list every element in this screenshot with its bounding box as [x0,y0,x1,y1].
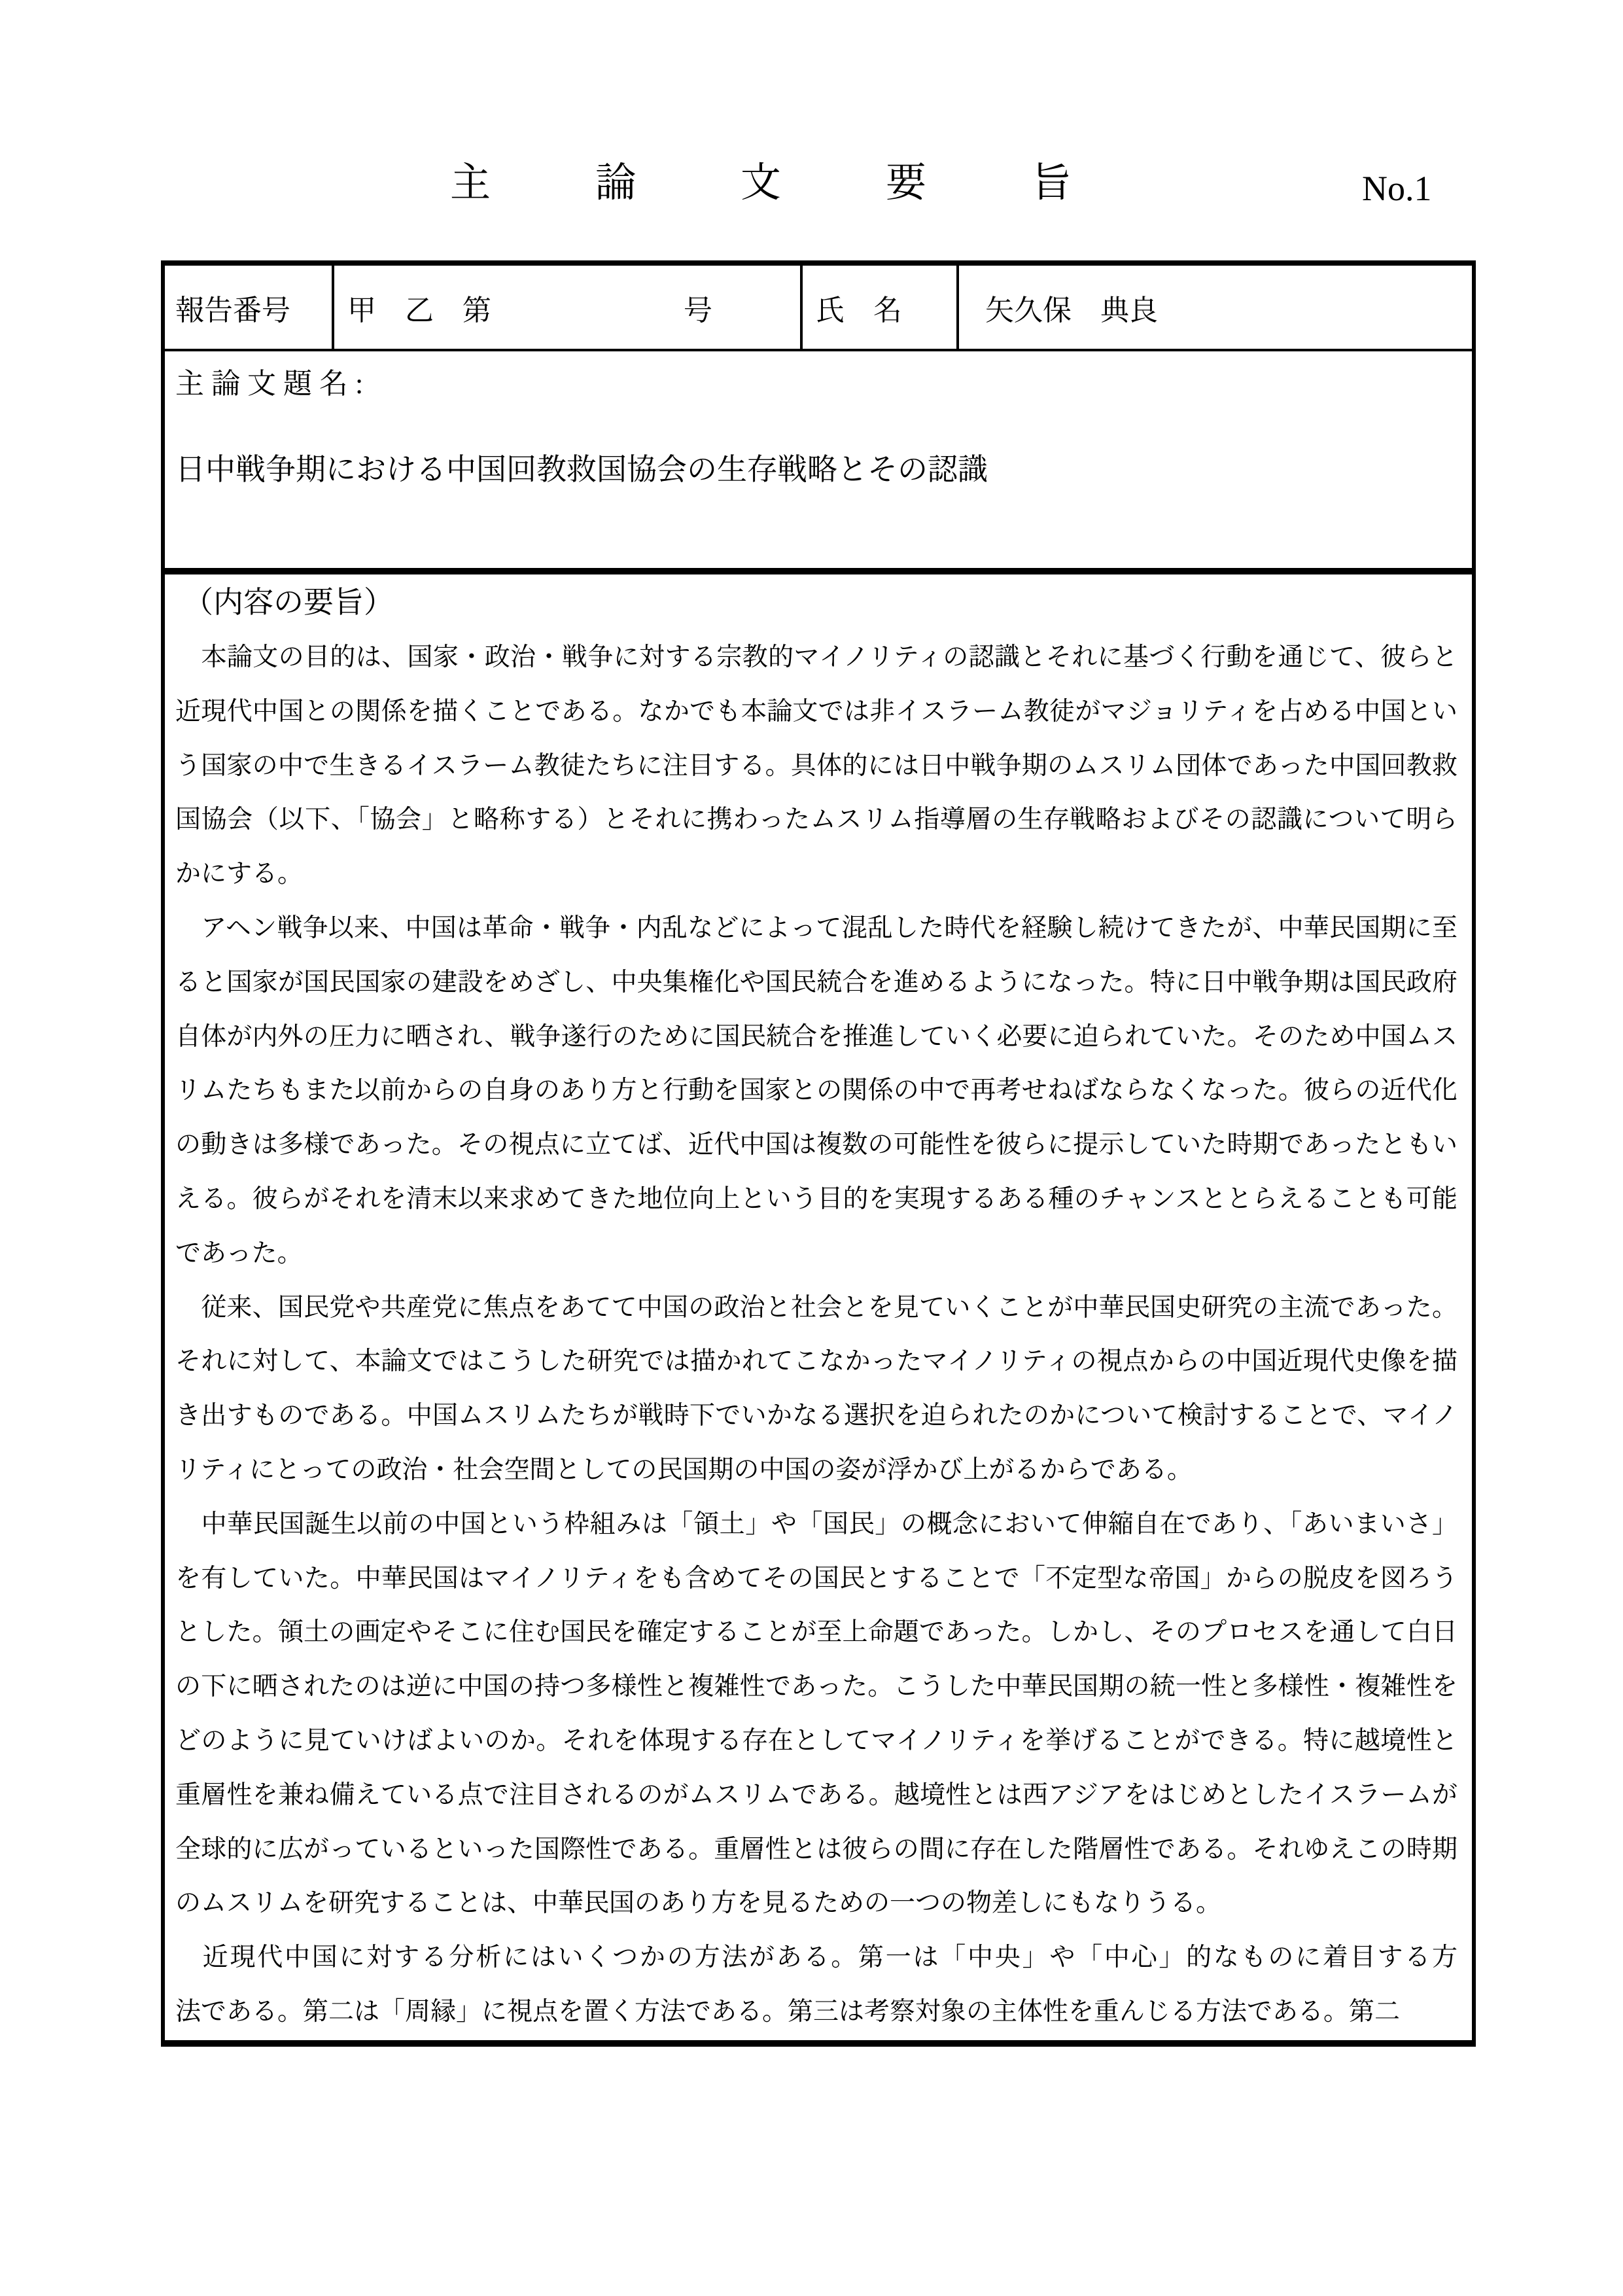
abstract-line: 自体が内外の圧力に晒され、戦争遂行のために国民統合を推進していく必要に迫られていた。そのため中国ムス [175,1022,1457,1051]
page-number: No.1 [1362,169,1432,208]
abstract-line: を有していた。中華民国はマイノリティをも含めてその国民とすることで「不定型な帝国」からの脱皮を図ろう [175,1564,1457,1593]
abstract-line: の下に晒されたのは逆に中国の持つ多様性と複雑性であった。こうした中華民国期の統一性と多様性・複雑性を [175,1672,1457,1701]
abstract-section [165,574,1472,2040]
abstract-line: 従来、国民党や共産党に焦点をあてて中国の政治と社会とを見ていくことが中華民国史研究の主流であった。 [175,1293,1457,1322]
abstract-line: 重層性を兼ね備えている点で注目されるのがムスリムである。越境性とは西アジアをはじめとしたイスラームが [175,1780,1457,1809]
report-number-label: 報告番号 [165,266,334,349]
abstract-body [175,631,1457,2040]
abstract-line: き出すものである。中国ムスリムたちが戦時下でいかなる選択を迫られたのかについて検討することで、マイノ [175,1402,1457,1430]
abstract-line: 全球的に広がっているといった国際性である。重層性とは彼らの間に存在した階層性である。それゆえこの時期 [175,1835,1457,1863]
abstract-line: 国協会（以下、「協会」と略称する）とそれに携わったムスリム指導層の生存戦略およびその認識について明ら [175,805,1457,834]
thesis-title-label: 主 論 文 題 名 : [175,368,364,400]
thesis-title: 日中戦争期における中国回教救国協会の生存戦略とその認識 [175,453,988,486]
abstract-line: であった。 [175,1239,303,1267]
abstract-line: どのように見ていけばよいのか。それを体現する存在としてマイノリティを挙げることができる。特に越境性と [175,1726,1457,1755]
abstract-line: それに対して、本論文ではこうした研究では描かれてこなかったマイノリティの視点からの中国近現代史像を描 [175,1347,1457,1376]
abstract-line: 法である。第二は「周縁」に視点を置く方法である。第三は考察対象の主体性を重んじる方法である。第二 [175,1997,1401,2026]
abstract-line: の動きは多様であった。その視点に立てば、近代中国は複数の可能性を彼らに提示していた時期であったともい [175,1131,1457,1159]
abstract-line: かにする。 [175,860,304,889]
abstract-line: う国家の中で生きるイスラーム教徒たちに注目する。具体的には日中戦争期のムスリム団体であった中国回教救 [175,751,1457,780]
report-number-prefix: 甲 乙 第 [347,294,491,327]
abstract-line: 中華民国誕生以前の中国という枠組みは「領土」や「国民」の概念において伸縮自在であり、「あいまいさ」 [175,1510,1457,1538]
abstract-line: アヘン戦争以来、中国は革命・戦争・内乱などによって混乱した時代を経験し続けてきたが、中華民国期に至 [175,913,1457,942]
abstract-line: える。彼らがそれを清末以来求めてきた地位向上という目的を実現するある種のチャンスととらえることも可能 [175,1184,1457,1213]
report-number-suffix: 号 [684,294,712,327]
abstract-line: のムスリムを研究することは、中華民国のあり方を見るための一つの物差しにもなりうる。 [175,1889,1222,1918]
abstract-line: ると国家が国民国家の建設をめざし、中央集権化や国民統合を進めるようになった。特に日中戦争期は国民政府 [175,968,1457,997]
thesis-title-row [165,351,1472,574]
page-title: 主論文要旨 [450,161,1177,205]
name-value: 矢久保 典良 [985,294,1158,327]
abstract-line: リティにとっての政治・社会空間としての民国期の中国の姿が浮かび上がるからである。 [175,1455,1193,1484]
abstract-line: 近現代中国との関係を描くことである。なかでも本論文では非イスラーム教徒がマジョリティを占める中国とい [175,697,1457,726]
abstract-heading: （内容の要旨） [183,586,394,619]
abstract-line: 近現代中国に対する分析にはいくつかの方法がある。第一は「中央」や「中心」的なものに着目する方 [175,1943,1457,1972]
report-number-value [334,266,803,349]
abstract-line: 本論文の目的は、国家・政治・戦争に対する宗教的マイノリティの認識とそれに基づく行動を通じて、彼らと [175,643,1457,671]
abstract-line: リムたちもまた以前からの自身のあり方と行動を国家との関係の中で再考せねばならなくなった。彼らの近代化 [175,1076,1457,1105]
summary-table [161,260,1476,2047]
abstract-line: とした。領土の画定やそこに住む国民を確定することが至上命題であった。しかし、そのプロセスを通して白日 [175,1618,1457,1647]
name-label: 氏 名 [803,266,959,349]
report-name-row [165,266,1472,351]
